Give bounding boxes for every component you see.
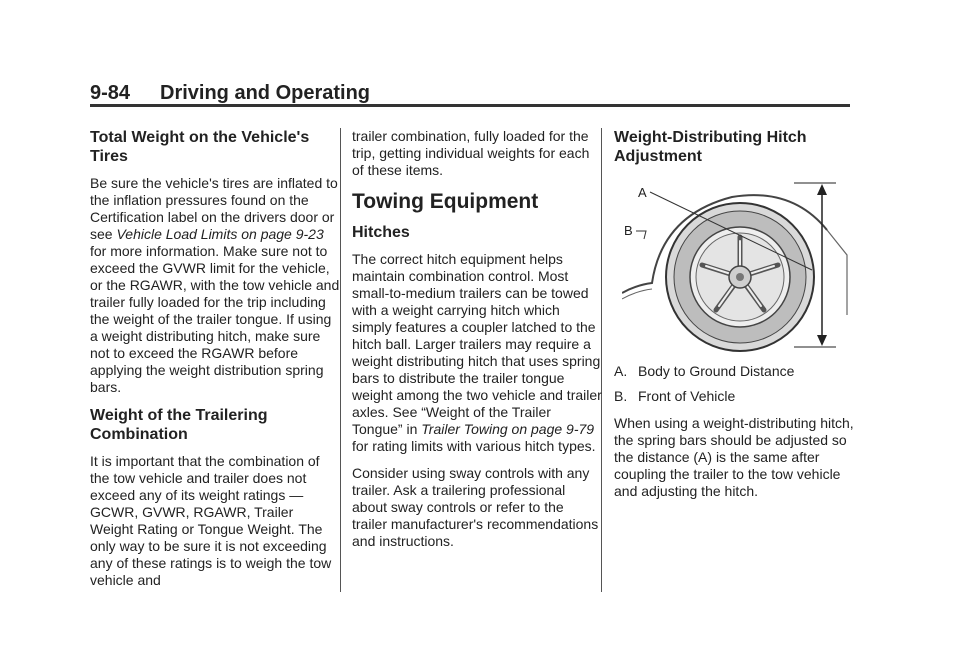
- wheel-distance-diagram: [622, 175, 852, 355]
- figure-label-b: B: [624, 223, 633, 238]
- column-divider-1: [340, 128, 341, 592]
- paragraph-sway: Consider using sway controls with any trailer. Ask a trailering professional about sway controls or refer to the trailer manufacturer's recommendations and instructions.: [352, 465, 599, 549]
- heading-total-weight: Total Weight on the Vehicle's Tires: [90, 129, 310, 165]
- paragraph-total-weight: [90, 175, 340, 396]
- cross-reference-link[interactable]: Vehicle Load Limits on page 9-23: [116, 226, 324, 242]
- legend-item-a: [614, 363, 854, 380]
- page-header: [90, 82, 370, 105]
- paragraph-hitches: [352, 251, 602, 455]
- heading-towing-equipment: Towing Equipment: [352, 190, 539, 213]
- legend-key: B.: [614, 388, 628, 404]
- column-2: [352, 128, 602, 560]
- heading-hitches: Hitches: [352, 224, 410, 241]
- paragraph-text: for rating limits with various hitch types.: [352, 438, 596, 454]
- column-1: [90, 128, 340, 599]
- legend-text: Body to Ground Distance: [638, 363, 795, 379]
- page-number: 9-84: [90, 82, 131, 104]
- legend-text: Front of Vehicle: [638, 388, 736, 404]
- header-rule: [90, 104, 850, 107]
- column-3: [614, 128, 854, 510]
- figure-label-a: A: [638, 185, 647, 200]
- heading-wdh-adjustment: Weight-Distributing Hitch Adjustment: [614, 129, 807, 165]
- paragraph-text: for more information. Make sure not to exceed the GVWR limit for the vehicle, or the RGAWR, with the tow vehicle and trailer fully loaded for the trip including the weight of the trailer tongue. If using a weight distributing hitch, make sure not to exceed the RGAWR before applying the weight distribution spring bars.: [90, 243, 340, 395]
- legend-item-b: [614, 388, 854, 405]
- page-title: Driving and Operating: [160, 82, 371, 104]
- paragraph-weight-trailering: It is important that the combination of the tow vehicle and trailer does not exceed any of its weight ratings — GCWR, GVWR, RGAWR, Trailer Weight Rating or Tongue Weight. The only way to be sure it is not exceeding any of these ratings is to weigh the tow vehicle and: [90, 453, 332, 588]
- paragraph-adjust: When using a weight-distributing hitch, the spring bars should be adjusted so the distance (A) is the same after coupling the trailer to the tow vehicle and adjusting the hitch.: [614, 415, 854, 499]
- cross-reference-link[interactable]: Trailer Towing on page 9-79: [421, 421, 595, 437]
- paragraph-text: The correct hitch equipment helps maintain combination control. Most small-to-medium trailers can be towed with a weight carrying hitch which simply features a coupler latched to the hitch ball. Larger trailers may require a weight distributing hitch that uses spring bars to distribute the trailer tongue weight among the two vehicle and trailer axles. See “Weight of the Trailer Tongue” in: [352, 251, 602, 437]
- heading-weight-trailering: Weight of the Trailering Combination: [90, 407, 268, 443]
- legend-key: A.: [614, 363, 628, 379]
- paragraph-text: Be sure the vehicle's tires are inflated to the inflation pressures found on the Certification label on the drivers door or see: [90, 175, 338, 242]
- paragraph-continued: trailer combination, fully loaded for the trip, getting individual weights for each of these items.: [352, 128, 590, 178]
